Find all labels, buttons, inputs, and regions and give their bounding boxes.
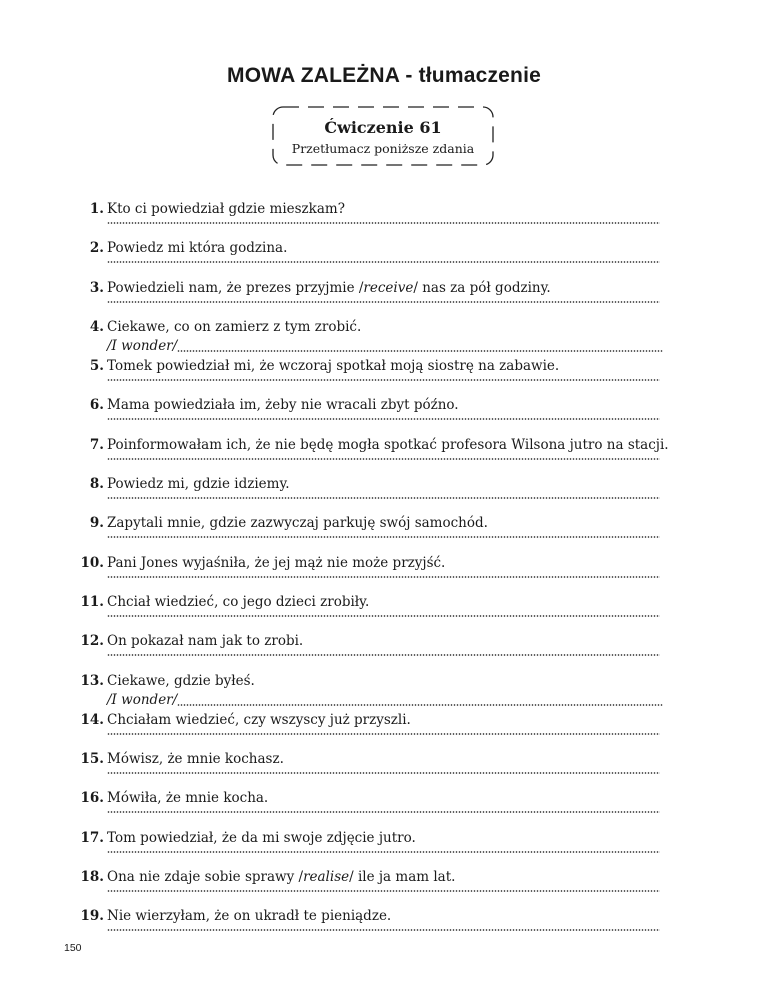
answer-line[interactable] [107,772,660,774]
item-sentence: Mówisz, że mnie kochasz. [107,751,284,768]
item-sentence: Pani Jones wyjaśniła, że jej mąż nie może przyjść. [107,554,446,571]
item-sentence: Mama powiedziała im, żeby nie wracali zbyt późno. [107,397,459,414]
item-number: 1. [89,201,104,217]
item-number: 6. [89,397,104,414]
dotted-line [177,704,663,706]
exercise-item [0,279,768,318]
answer-line[interactable] [107,458,660,460]
item-sentence: Tom powiedział, że da mi swoje zdjęcie jutro. [107,829,416,846]
answer-line[interactable] [107,890,660,892]
answer-line[interactable] [107,576,660,578]
answer-line[interactable] [107,497,660,499]
dotted-line [177,350,663,352]
item-number: 9. [89,515,104,532]
item-number: 18. [80,869,104,886]
item-number: 12. [80,633,104,650]
answer-line[interactable] [107,536,660,538]
answer-line[interactable] [107,337,663,355]
item-sentence: Kto ci powiedział gdzie mieszkam? [107,201,345,217]
exercise-item [0,829,768,868]
answer-line[interactable] [107,691,663,709]
item-number: 10. [80,554,104,571]
item-sentence: Powiedzieli nam, że prezes przyjmie /receive/ nas za pół godziny. [107,279,551,296]
item-number: 8. [89,476,104,493]
exercise-item [0,789,768,828]
exercise-heading: Ćwiczenie 61 [324,118,442,137]
exercise-item [0,907,768,946]
exercise-item [0,593,768,632]
item-sentence: Tomek powiedział mi, że wczoraj spotkał moją siostrę na zabawie. [107,358,560,375]
item-number: 16. [80,790,104,807]
item-sentence: Zapytali mnie, gdzie zazwyczaj parkuję swój samochód. [107,515,488,532]
item-sentence: Powiedz mi która godzina. [107,240,288,257]
exercise-item [0,672,768,711]
exercise-item [0,396,768,435]
item-sentence: Chciałam wiedzieć, czy wszyscy już przyszli. [107,711,411,728]
answer-line[interactable] [107,615,660,617]
page-title: MOWA ZALEŻNA - tłumaczenie [227,64,541,87]
item-sentence: Ona nie zdaje sobie sprawy /realise/ ile ja mam lat. [107,869,456,886]
exercise-item [0,475,768,514]
answer-line[interactable] [107,379,660,381]
answer-line[interactable] [107,654,660,656]
exercise-item [0,318,768,357]
answer-line[interactable] [107,301,660,303]
exercise-item [0,514,768,553]
exercise-item [0,711,768,750]
answer-line[interactable] [107,418,660,420]
exercise-item [0,436,768,475]
item-number: 5. [89,358,104,375]
item-sentence: Ciekawe, co on zamierz z tym zrobić. [107,318,362,335]
item-number: 17. [80,829,104,846]
item-sentence: Ciekawe, gdzie byłeś. [107,672,255,689]
exercise-item [0,239,768,278]
item-number: 2. [89,240,104,257]
exercise-list [0,200,768,947]
answer-line[interactable] [107,222,660,224]
exercise-instruction: Przetłumacz poniższe zdania [291,141,475,156]
answer-line[interactable] [107,733,660,735]
item-number: 19. [80,908,104,925]
item-number: 3. [89,279,104,296]
item-number: 15. [80,751,104,768]
answer-line[interactable] [107,811,660,813]
item-number: 13. [80,672,104,689]
answer-line[interactable] [107,261,660,263]
item-number: 14. [80,711,104,728]
exercise-item [0,200,768,239]
item-sentence: Mówiła, że mnie kocha. [107,790,269,807]
exercise-box [272,106,494,166]
exercise-item [0,554,768,593]
item-sentence: Chciał wiedzieć, co jego dzieci zrobiły. [107,593,370,610]
exercise-item [0,868,768,907]
item-sentence: Powiedz mi, gdzie idziemy. [107,476,290,493]
exercise-item [0,632,768,671]
exercise-item [0,357,768,396]
item-sentence: Poinformowałam ich, że nie będę mogła spotkać profesora Wilsona jutro na stacji. [107,436,669,453]
exercise-item [0,750,768,789]
answer-line[interactable] [107,851,660,853]
answer-line[interactable] [107,929,660,931]
item-number: 11. [80,593,104,610]
item-sentence: On pokazał nam jak to zrobi. [107,633,304,650]
item-sentence: Nie wierzyłam, że on ukradł te pieniądze. [107,908,392,925]
item-number: 7. [89,436,104,453]
item-hint: /I wonder/ [107,691,178,708]
item-number: 4. [89,318,104,335]
item-hint: /I wonder/ [107,337,178,354]
page-number: 150 [64,942,82,954]
